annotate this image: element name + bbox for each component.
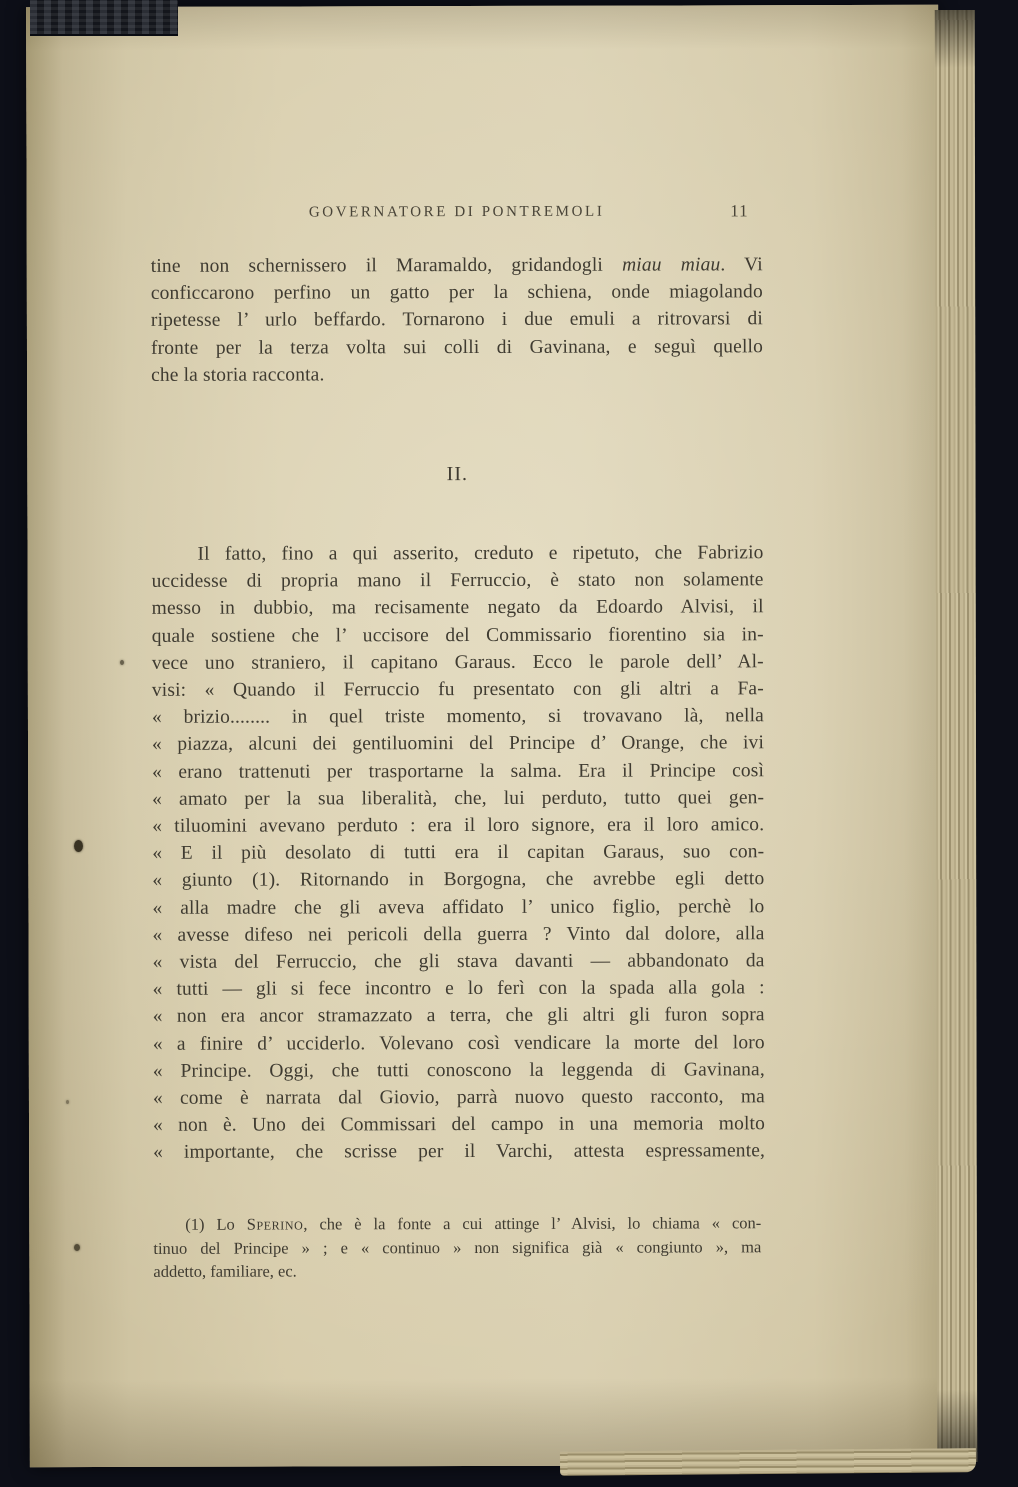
footnote-line: addetto, familiare, ec. (153, 1261, 297, 1281)
text-line: fronte per la terza volta sui colli di Gavinana, e seguì quello (150, 335, 764, 359)
text-line: « tutti — gli si fece incontro e lo ferì con la spada alla gola : (152, 977, 765, 1001)
text-line: quale sostiene che l’ uccisore del Commissario fiorentino sia in- (151, 623, 764, 647)
section-heading: II. (446, 463, 468, 486)
italic-phrase: miau miau (622, 254, 721, 276)
footnote (153, 1211, 761, 1283)
text-line: « erano trattenuti per trasportarne la salma. Era il Principe così (152, 759, 765, 783)
text-line: uccidesse di propria mano il Ferruccio, è stato non solamente (151, 569, 764, 593)
smallcaps-name: Sperino (246, 1214, 304, 1234)
text-line (151, 251, 763, 280)
footnote-line: tinuo del Principe » ; e « continuo » non significa già « congiunto », ma (153, 1236, 762, 1258)
running-header (151, 203, 763, 227)
text-line: « a finire d’ ucciderlo. Volevano così vendicare la morte del loro (152, 1031, 765, 1055)
text-line: visi: « Quando il Ferruccio fu presentato con gli altri a Fa- (151, 678, 764, 701)
text-line: « E il più desolato di tutti era il capitan Garaus, suo con- (152, 841, 765, 865)
text-segment: tine non schernissero il Maramaldo, gridandogli (150, 254, 623, 277)
paragraph-1 (151, 251, 763, 389)
text-line: « vista del Ferruccio, che gli stava davanti — abbandonato da (152, 950, 765, 973)
text-line: « come è narrata dal Giovio, parrà nuovo questo racconto, ma (152, 1086, 765, 1109)
page-content (150, 5, 766, 1467)
text-line: « amato per la sua liberalità, che, lui perduto, tutto quei gen- (152, 787, 765, 810)
text-line: « piazza, alcuni dei gentiluomini del Principe d’ Orange, che ivi (151, 732, 765, 756)
text-line: « importante, che scrisse per il Varchi, attesta espressamente, (153, 1140, 766, 1164)
text-line: « non è. Uno dei Commissari del campo in una memoria molto (152, 1113, 766, 1137)
text-line: « avesse difeso nei pericoli della guerra ? Vinto dal dolore, alla (152, 923, 765, 946)
text-segment: , che è la fonte a cui attinge l’ Alvisi, lo chiama « con- (303, 1213, 762, 1234)
bottom-page-edges (560, 1448, 976, 1476)
paragraph-2 (151, 539, 765, 1166)
text-line: « non era ancor stramazzato a terra, che gli altri gli furon sopra (152, 1004, 765, 1028)
text-line: « tiluomini avevano perduto : era il loro signore, era il loro amico. (152, 814, 765, 837)
paper-blemish (74, 840, 83, 852)
text-line: conficcarono perfino un gatto per la schiena, onde miagolando (150, 281, 763, 305)
text-segment: . Vi (720, 254, 763, 276)
text-line: vece uno straniero, il capitano Garaus. Ecco le parole dell’ Al- (151, 651, 764, 674)
paper-blemish (120, 660, 124, 665)
running-header-title: GOVERNATORE DI PONTREMOLI (308, 203, 605, 221)
text-segment: (1) Lo (185, 1214, 247, 1234)
book-cover-corner (30, 0, 178, 36)
page-edge-stack (935, 10, 978, 1462)
book-page (26, 5, 942, 1467)
text-line: messo in dubbio, ma recisamente negato da Edoardo Alvisi, il (151, 596, 764, 620)
text-line: « giunto (1). Ritornando in Borgogna, che avrebbe egli detto (152, 868, 765, 892)
text-line: Il fatto, fino a qui asserito, creduto e ripetuto, che Fabrizio (197, 542, 764, 565)
paper-blemish (66, 1100, 69, 1104)
page-number: 11 (730, 201, 749, 221)
text-line: ripetesse l’ urlo beffardo. Tornarono i due emuli a ritrovarsi di (150, 308, 763, 332)
text-line: che la storia racconta. (151, 364, 325, 386)
footnote-line (153, 1211, 761, 1236)
text-line: « alla madre che gli aveva affidato l’ unico figlio, perchè lo (152, 895, 765, 919)
text-line: « brizio........ in quel triste momento, si trovavano là, nella (151, 705, 764, 729)
paper-blemish (74, 1244, 80, 1251)
text-line: « Principe. Oggi, che tutti conoscono la leggenda di Gavinana, (152, 1059, 765, 1082)
